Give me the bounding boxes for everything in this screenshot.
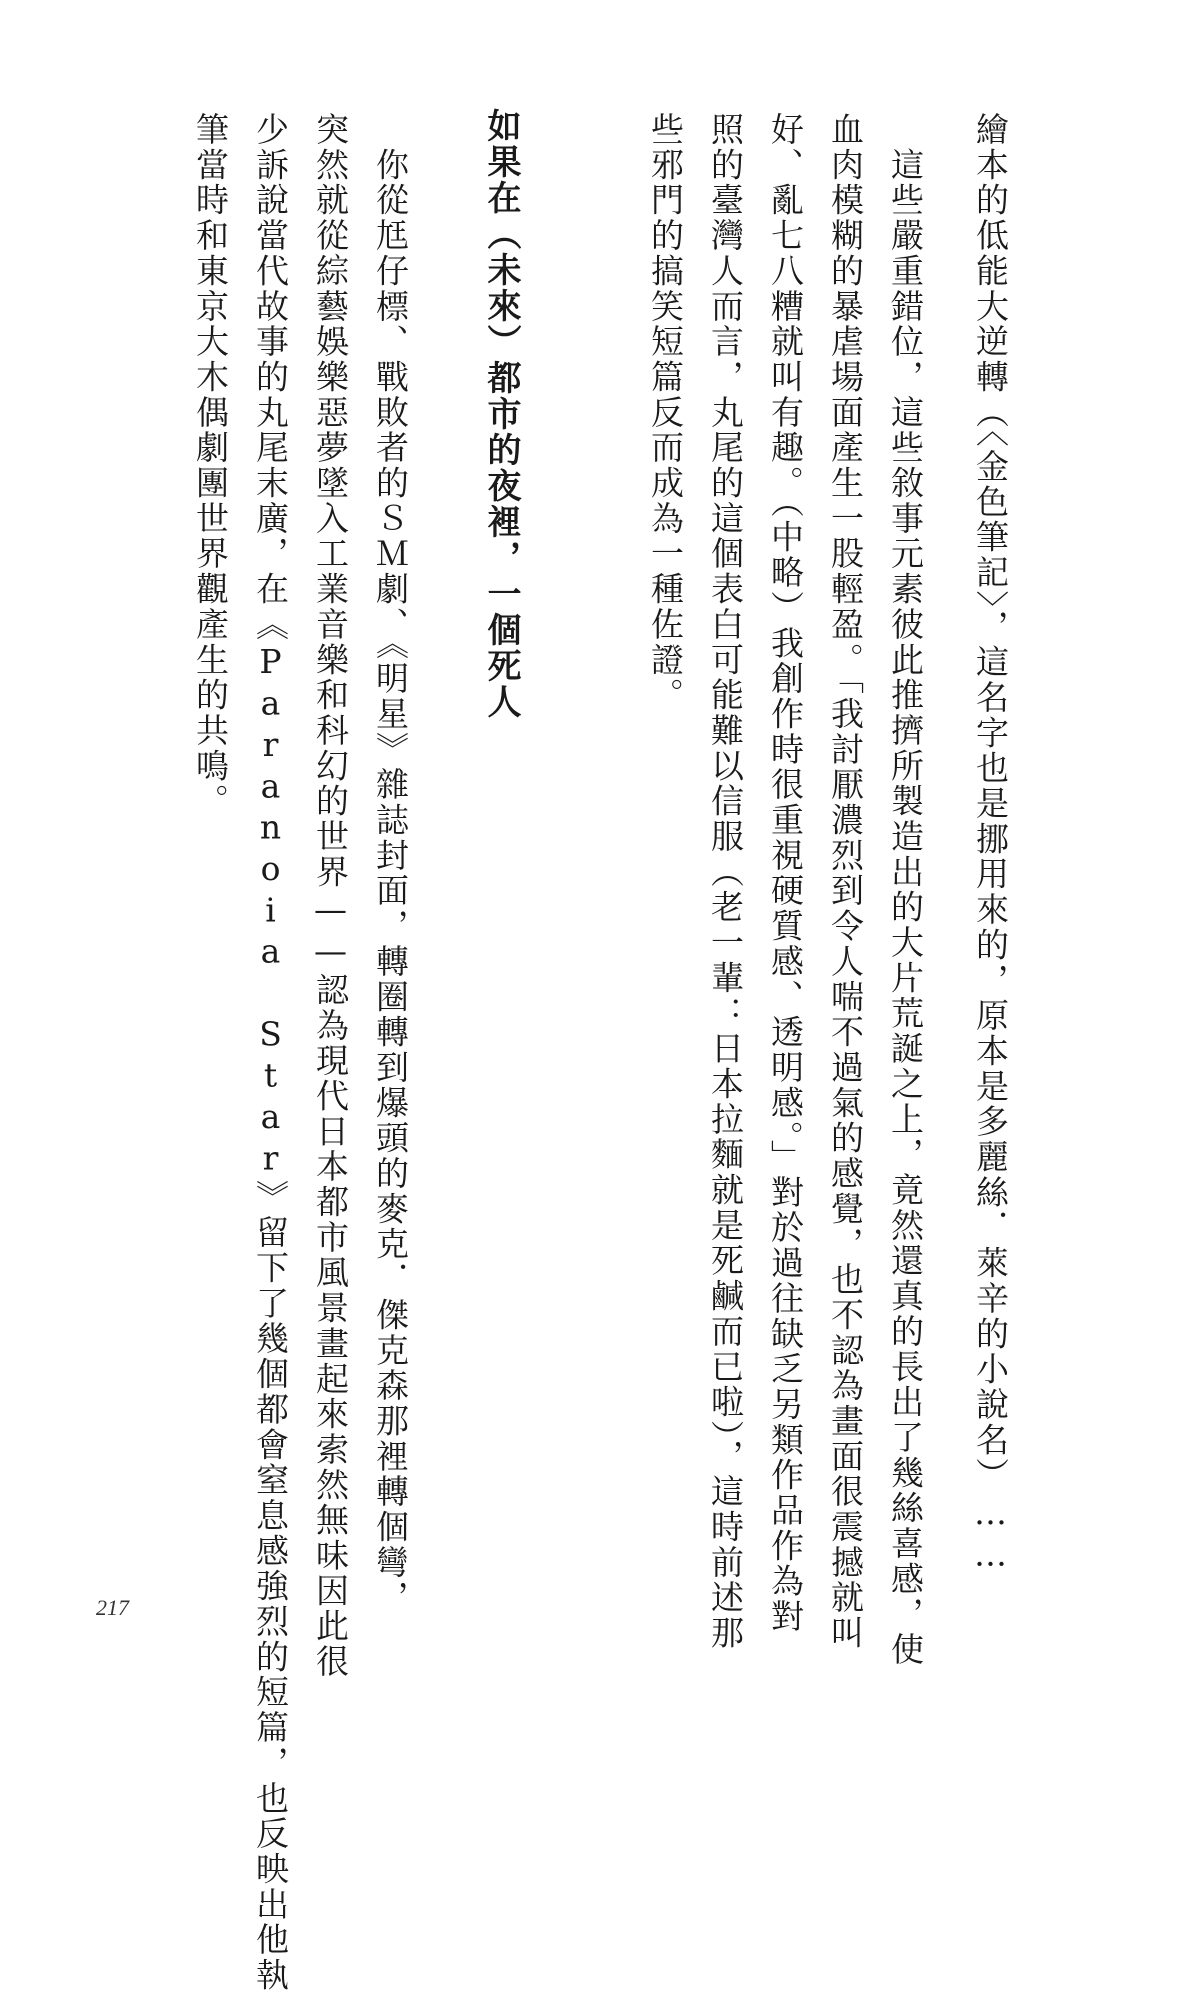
- body-text-column: 照的臺灣人而言，丸尾的這個表白可能難以信服（老一輩：日本拉麵就是死鹹而已啦），這時前述那: [706, 112, 745, 1651]
- page-number: 217: [96, 1595, 129, 1620]
- body-text-column: 些邪門的搞笑短篇反而成為一種佐證。: [646, 112, 685, 713]
- body-text-column: 你從尪仔標、戰敗者的ＳＭ劇、《明星》雜誌封面，轉圈轉到爆頭的麥克．傑克森那裡轉個彎，: [371, 112, 410, 1616]
- body-text-column: 筆當時和東京大木偶劇團世界觀產生的共鳴。: [191, 112, 230, 819]
- body-text-column: 突然就從綜藝娛樂惡夢墜入工業音樂和科幻的世界——認為現代日本都市風景畫起來索然無味因此很: [311, 112, 350, 1680]
- body-text-column: 少訴說當代故事的丸尾末廣，在《Paranoia Star》留下了幾個都會窒息感強烈的短篇，也反映出他執: [251, 112, 290, 1993]
- body-text-column: 好、亂七八糟就叫有趣。（中略）我創作時很重視硬質感、透明感。」對於過往缺乏另類作品作為對: [766, 112, 805, 1635]
- section-heading: 如果在（未來）都市的夜裡，一個死人: [481, 108, 521, 720]
- body-text-column: 繪本的低能大逆轉（〈金色筆記〉，這名字也是挪用來的，原本是多麗絲．萊辛的小說名）……: [971, 112, 1010, 1576]
- body-text-column: 血肉模糊的暴虐場面產生一股輕盈。「我討厭濃烈到令人喘不過氣的感覺，也不認為畫面很震撼就叫: [826, 112, 865, 1651]
- body-text-column: 這些嚴重錯位，這些敘事元素彼此推擠所製造出的大片荒誕之上，竟然還真的長出了幾絲喜感，使: [886, 112, 925, 1668]
